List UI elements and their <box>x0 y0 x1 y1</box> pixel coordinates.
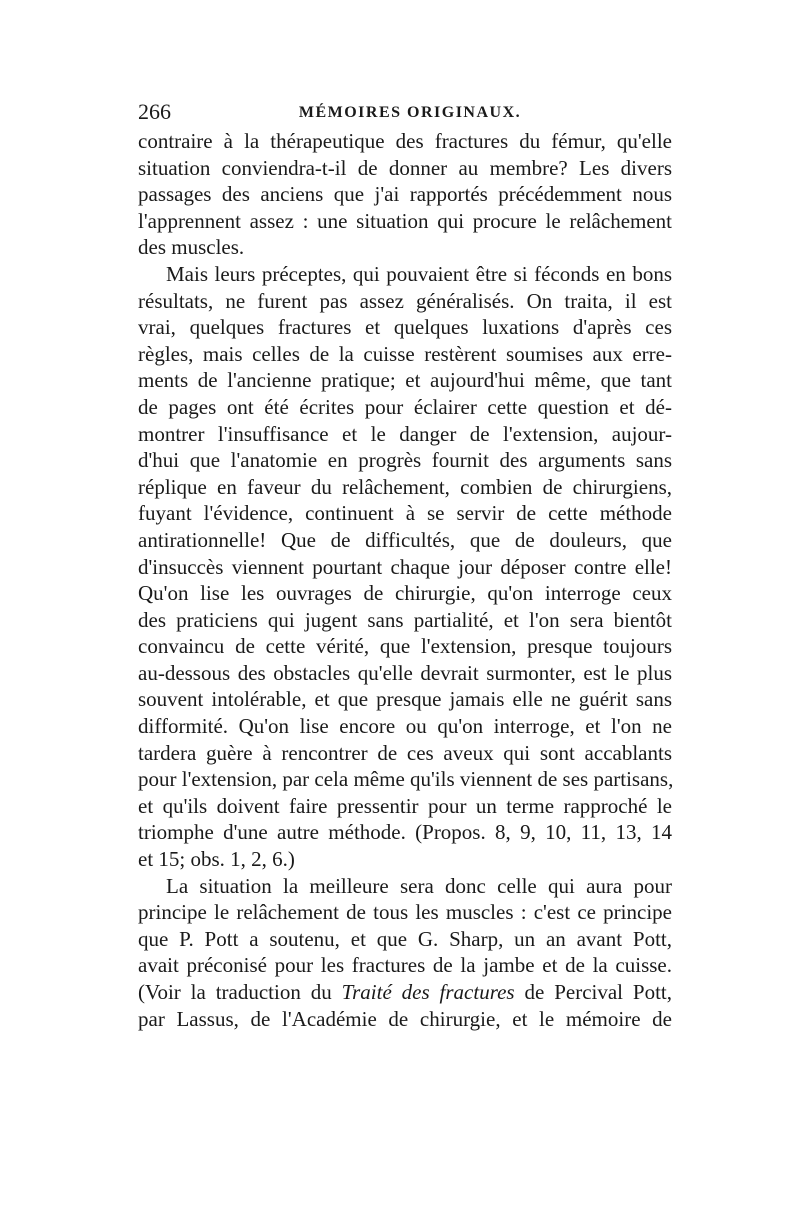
text-line: que P. Pott a soutenu, et que G. Sharp, un an avant Pott, <box>138 926 672 951</box>
italic-title: Traité des fractures <box>341 980 515 1004</box>
text-line: et qu'ils doivent faire pressentir pour un terme rapproché le <box>138 793 672 818</box>
text-line: souvent intolérable, et que presque jamais elle ne guérit sans <box>138 687 672 712</box>
text-line: réplique en faveur du relâchement, combien de chirurgiens, <box>138 474 672 499</box>
text-line: au-dessous des obstacles qu'elle devrait surmonter, est le plus <box>138 660 672 685</box>
text-line: d'insuccès viennent pourtant chaque jour déposer contre elle! <box>138 554 672 579</box>
text-line: d'hui que l'anatomie en progrès fournit des arguments sans <box>138 448 672 473</box>
text-line: règles, mais celles de la cuisse restèrent soumises aux erre- <box>138 341 672 366</box>
text-line: et 15; obs. 1, 2, 6.) <box>138 847 295 872</box>
text-line: triomphe d'une autre méthode. (Propos. 8, 9, 10, 11, 13, 14 <box>138 820 672 845</box>
text-line: résultats, ne furent pas assez généralisés. On traita, il est <box>138 288 672 313</box>
text-line-segment: (Voir la traduction du <box>138 980 342 1004</box>
text-line: situation conviendra-t-il de donner au membre? Les divers <box>138 155 672 180</box>
text-line: tardera guère à rencontrer de ces aveux qui sont accablants <box>138 740 672 765</box>
text-line: difformité. Qu'on lise encore ou qu'on interroge, et l'on ne <box>138 714 672 739</box>
text-line: de pages ont été écrites pour éclairer cette question et dé- <box>138 394 672 419</box>
text-line: montrer l'insuffisance et le danger de l'extension, aujour- <box>138 421 672 446</box>
text-line: des praticiens qui jugent sans partialité, et l'on sera bientôt <box>138 607 672 632</box>
text-line: Mais leurs préceptes, qui pouvaient être si féconds en bons <box>166 261 672 286</box>
text-line: principe le relâchement de tous les muscles : c'est ce principe <box>138 900 672 925</box>
text-line <box>138 979 672 1006</box>
page-number: 266 <box>138 99 171 124</box>
text-line: antirationnelle! Que de difficultés, que de douleurs, que <box>138 527 672 552</box>
text-line: des muscles. <box>138 235 245 260</box>
text-line: convaincu de cette vérité, que l'extension, presque toujours <box>138 634 672 659</box>
running-title: MÉMOIRES ORIGINAUX. <box>298 104 522 121</box>
body-text <box>138 128 672 1032</box>
text-line: vrai, quelques fractures et quelques luxations d'après ces <box>138 315 672 340</box>
text-line-segment: de Percival Pott, <box>514 980 672 1004</box>
text-line: pour l'extension, par cela même qu'ils viennent de ses partisans, <box>138 767 674 792</box>
text-line: ments de l'ancienne pratique; et aujourd'hui même, que tant <box>138 368 672 393</box>
text-line: La situation la meilleure sera donc celle qui aura pour <box>166 873 672 898</box>
text-line: fuyant l'évidence, continuent à se servir de cette méthode <box>138 501 672 526</box>
text-line: par Lassus, de l'Académie de chirurgie, et le mémoire de <box>138 1006 672 1031</box>
text-line: l'apprennent assez : une situation qui procure le relâchement <box>138 208 672 233</box>
text-line: avait préconisé pour les fractures de la jambe et de la cuisse. <box>138 953 672 978</box>
text-line: passages des anciens que j'ai rapportés précédemment nous <box>138 182 672 207</box>
text-line: Qu'on lise les ouvrages de chirurgie, qu'on interroge ceux <box>138 581 672 606</box>
book-page <box>138 96 672 1032</box>
running-head <box>138 96 672 128</box>
text-line: contraire à la thérapeutique des fractures du fémur, qu'elle <box>138 129 672 153</box>
